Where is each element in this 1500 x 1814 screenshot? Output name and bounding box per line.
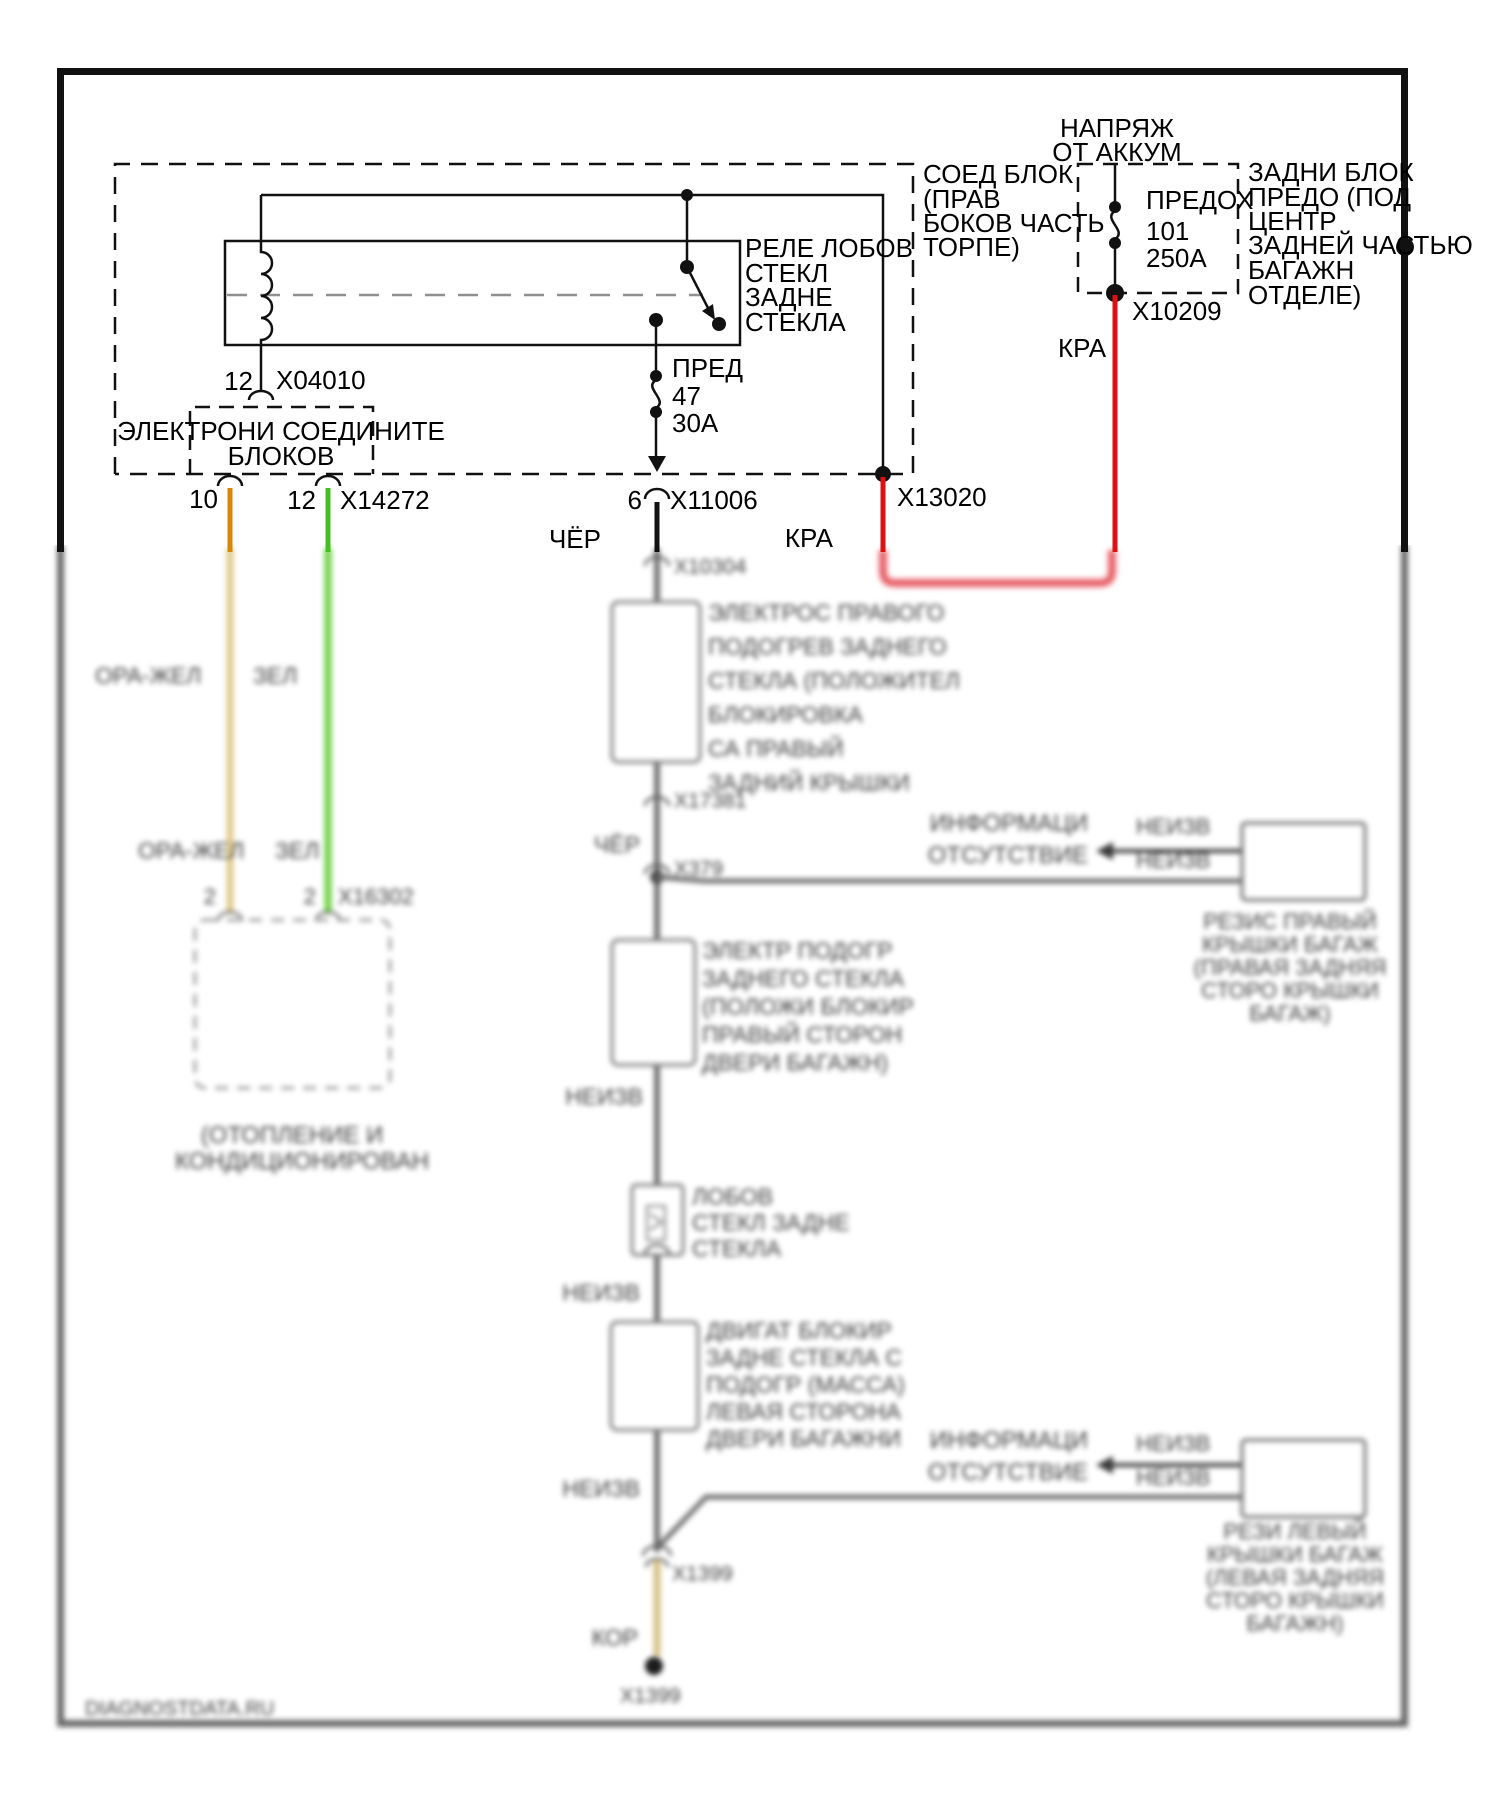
label-rear-fuse-block-line2: ПРЕДО (ПОД bbox=[1248, 182, 1412, 212]
label-resistor-left-line5: БАГАЖН) bbox=[1246, 1611, 1344, 1636]
label-box2-line5: ДВЕРИ БАГАЖН) bbox=[702, 1049, 889, 1076]
label-relay-line4: СТЕКЛА bbox=[745, 307, 846, 337]
label-resistor-left-line1: РЕЗИ ЛЕВЫЙ bbox=[1223, 1519, 1367, 1544]
label-rear-fuse-block-line4: ЗАДНЕЙ ЧАСТЬЮ bbox=[1248, 230, 1473, 260]
label-relay-line3: ЗАДНЕ bbox=[745, 282, 833, 312]
label-wire-color-cher-2: ЧЁР bbox=[593, 831, 640, 858]
label-box1-line1: ЭЛЕКТРОС ПРАВОГО bbox=[708, 599, 945, 626]
label-resistor-right-line3: (ПРАВАЯ ЗАДНЯЯ bbox=[1193, 955, 1387, 980]
label-hvac-line2: КОНДИЦИОНИРОВАН bbox=[174, 1148, 430, 1175]
label-wire-neizv-2: НЕИЗВ bbox=[565, 1083, 643, 1110]
label-relay-line1: РЕЛЕ ЛОБОВ bbox=[745, 233, 913, 263]
label-rear-fuse-block-line3: ЦЕНТР bbox=[1248, 206, 1337, 236]
label-rear-fuse-block-line5: БАГАЖН bbox=[1248, 255, 1355, 285]
label-box1-line4: БЛОКИРОВКА bbox=[708, 701, 863, 728]
label-wire-color-cher-1: ЧЁР bbox=[548, 524, 601, 554]
label-box1-line6: ЗАДНИЙ КРЫШКИ bbox=[708, 769, 910, 796]
label-box3-line1: ЛОБОВ bbox=[692, 1183, 774, 1210]
label-resistor-left-line2: КРЫШКИ БАГАЖ bbox=[1207, 1542, 1383, 1567]
label-junction-block-line3: БОКОВ ЧАСТЬ bbox=[923, 208, 1105, 238]
label-fuse47-line1: ПРЕД bbox=[672, 353, 743, 383]
label-connector-x17381: X17381 bbox=[674, 789, 747, 813]
label-wire-color-ora-1: ОРА-ЖЕЛ bbox=[95, 662, 202, 689]
label-fuse101-line1: ПРЕДОХ bbox=[1146, 185, 1254, 215]
label-ecu-block-line1: ЭЛЕКТРОНИ СОЕДИНИТЕ bbox=[117, 416, 445, 446]
label-pin-12-x14272: 12 bbox=[287, 485, 316, 515]
label-resistor-right-line1: РЕЗИС ПРАВЫЙ bbox=[1203, 909, 1377, 934]
label-wire-color-kra-2: КРА bbox=[784, 523, 833, 553]
label-wire-neizv-4: НЕИЗВ bbox=[562, 1475, 640, 1502]
label-hvac-line1: (ОТОПЛЕНИЕ И bbox=[200, 1122, 384, 1149]
label-fuse101-line2: 101 bbox=[1146, 216, 1190, 246]
label-resistor-left-line3: (ЛЕВАЯ ЗАДНЯЯ bbox=[1205, 1565, 1385, 1590]
label-fuse47-line2: 47 bbox=[672, 381, 701, 411]
label-wire-color-ora-2: ОРА-ЖЕЛ bbox=[138, 837, 245, 864]
label-wire-color-kra-1: КРА bbox=[1058, 333, 1107, 363]
label-connector-x1399a: X1399 bbox=[672, 1562, 733, 1586]
label-box1-line3: СТЕКЛА (ПОЛОЖИТЕЛ bbox=[708, 667, 961, 694]
label-info1-line1: ИНФОРМАЦИ bbox=[929, 810, 1088, 837]
label-box4-line3: ПОДОГР (МАССА) bbox=[706, 1371, 905, 1398]
label-wire-neizv-5a: НЕИЗВ bbox=[1136, 1431, 1211, 1456]
label-box4-line5: ДВЕРИ БАГАЖНИ bbox=[706, 1425, 902, 1452]
label-box2-line2: ЗАДНЕГО СТЕКЛА bbox=[702, 965, 905, 992]
label-connector-x14272: X14272 bbox=[340, 485, 430, 515]
label-wire-color-zel-1: ЗЕЛ bbox=[253, 662, 298, 689]
label-connector-x1399b: X1399 bbox=[620, 1684, 681, 1708]
label-pin-6: 6 bbox=[627, 485, 642, 515]
label-box4-line2: ЗАДНЕ СТЕКЛА С bbox=[706, 1344, 902, 1371]
label-resistor-right-line2: КРЫШКИ БАГАЖ bbox=[1202, 932, 1378, 957]
label-box2-line1: ЭЛЕКТР ПОДОГР bbox=[702, 937, 893, 964]
label-resistor-right-line4: СТОРО КРЫШКИ bbox=[1201, 978, 1379, 1003]
label-connector-x13020: X13020 bbox=[897, 482, 987, 512]
label-batt-voltage-line1: НАПРЯЖ bbox=[1059, 113, 1175, 143]
label-fuse47-line3: 30А bbox=[672, 408, 719, 438]
label-box2-line4: ПРАВЫЙ СТОРОН bbox=[702, 1021, 903, 1048]
label-junction-block-line1: СОЕД БЛОК bbox=[923, 159, 1074, 189]
label-wire-neizv-5b: НЕИЗВ bbox=[1136, 1465, 1211, 1490]
label-box3-line2: СТЕКЛ ЗАДНЕ bbox=[692, 1209, 850, 1236]
label-info2-line2: ОТСУТСТВИЕ bbox=[927, 1459, 1088, 1486]
label-wire-color-kor: КОР bbox=[591, 1624, 638, 1651]
label-resistor-left-line4: СТОРО КРЫШКИ bbox=[1206, 1588, 1384, 1613]
label-box1-line5: СА ПРАВЫЙ bbox=[708, 735, 844, 762]
label-info1-line2: ОТСУТСТВИЕ bbox=[927, 842, 1088, 869]
label-box1-line2: ПОДОГРЕВ ЗАДНЕГО bbox=[708, 633, 947, 660]
label-info2-line1: ИНФОРМАЦИ bbox=[929, 1427, 1088, 1454]
label-pin-2b: 2 bbox=[303, 884, 316, 909]
label-pin-2a: 2 bbox=[203, 884, 216, 909]
label-box4-line1: ДВИГАТ БЛОКИР bbox=[706, 1317, 892, 1344]
label-watermark: DIAGNOSTDATA.RU bbox=[85, 1698, 275, 1720]
label-resistor-right-line5: БАГАЖ) bbox=[1249, 1001, 1331, 1026]
label-connector-x10209: X10209 bbox=[1132, 296, 1222, 326]
label-fuse101-line3: 250А bbox=[1146, 243, 1207, 273]
label-ecu-block-line2: БЛОКОВ bbox=[227, 441, 335, 471]
label-connector-x10304: X10304 bbox=[674, 555, 747, 579]
label-rear-fuse-block-line6: ОТДЕЛЕ) bbox=[1248, 280, 1362, 310]
label-box2-line3: (ПОЛОЖИ БЛОКИР bbox=[702, 993, 914, 1020]
label-connector-x16302: X16302 bbox=[338, 884, 414, 909]
label-relay-line2: СТЕКЛ bbox=[745, 258, 829, 288]
label-wire-color-zel-2: ЗЕЛ bbox=[275, 837, 320, 864]
label-junction-block-line4: ТОРПЕ) bbox=[923, 232, 1020, 262]
label-pin-10: 10 bbox=[189, 484, 218, 514]
label-box4-line4: ЛЕВАЯ СТОРОНА bbox=[706, 1398, 901, 1425]
label-connector-x11006: X11006 bbox=[670, 485, 758, 515]
label-pin-12-x04010: 12 bbox=[224, 366, 253, 396]
label-rear-fuse-block-line1: ЗАДНИ БЛОК bbox=[1248, 157, 1414, 187]
label-junction-block-line2: (ПРАВ bbox=[923, 184, 1001, 214]
label-wire-neizv-1b: НЕИЗВ bbox=[1136, 848, 1211, 873]
label-connector-x379: X379 bbox=[674, 857, 724, 881]
label-connector-x04010: X04010 bbox=[276, 365, 366, 395]
label-wire-neizv-1a: НЕИЗВ bbox=[1136, 814, 1211, 839]
label-box3-line3: СТЕКЛА bbox=[692, 1235, 782, 1262]
label-batt-voltage-line2: ОТ АККУМ bbox=[1052, 137, 1182, 167]
label-wire-neizv-3: НЕИЗВ bbox=[562, 1279, 640, 1306]
